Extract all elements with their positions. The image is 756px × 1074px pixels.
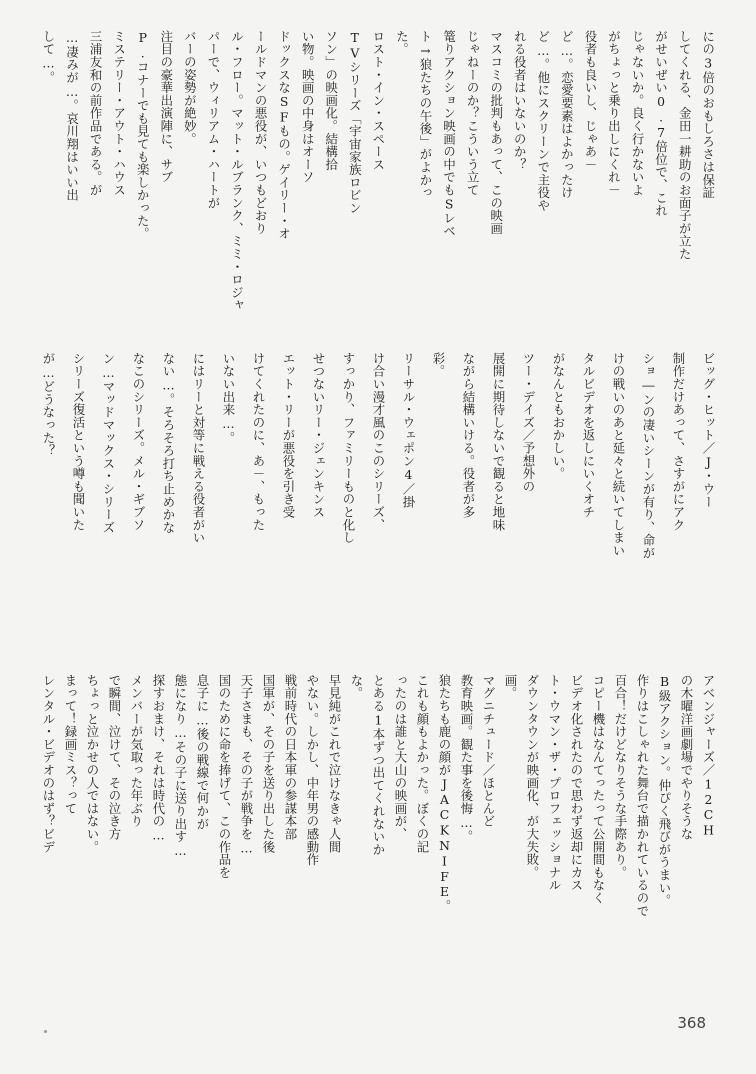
text-column: パーで、ウィリアム・ハートが <box>205 30 221 210</box>
text-column: ない…。そろそろ打ち止めかな <box>161 352 176 534</box>
text-column: ル・フロー。マット・ルブランク、ミミ・ロジャ <box>229 30 245 312</box>
text-column: がせいぜい0.7倍位で、これ <box>653 30 669 217</box>
text-column: た。 <box>394 30 410 56</box>
text-column: にの3倍のおもしろさは保証 <box>700 30 716 199</box>
text-column: 制作だけあって、さすがにアク <box>671 352 686 532</box>
text-column: ダウンタウンが映画化、が大失敗。 <box>525 674 540 879</box>
scan-speck <box>44 1030 47 1033</box>
text-column: ト→狼たちの午後」がよかっ <box>418 30 433 199</box>
text-column: 彩。 <box>431 352 446 378</box>
text-column: 戦前時代の日本軍の参謀本部 <box>283 674 298 841</box>
text-column: TVシリーズ「宇宙家族ロビン <box>347 30 363 215</box>
text-column: ビッグ・ヒット／J・ウー <box>701 352 716 509</box>
text-column: アベンジャーズ／12CH <box>701 674 716 838</box>
text-column: リーサル・ウェポン4／掛 <box>401 352 416 509</box>
text-column: ちょっと泣かせの人ではない。 <box>85 674 100 854</box>
text-column: …凄みが…。哀川翔はいい出 <box>64 30 80 202</box>
text-column: で瞬間、泣けて、その泣き方 <box>107 674 122 841</box>
text-column: ロスト・イン・スペース <box>370 30 386 171</box>
text-tier-2 <box>40 352 716 674</box>
text-tier-1 <box>40 30 716 352</box>
text-column: じゃねーのか？こういう立て <box>465 30 481 197</box>
text-column: がなんともおかしい。 <box>551 352 566 480</box>
text-column: けてくれたのに、あ－、もった <box>251 352 266 532</box>
text-column: 注目の豪華出演陣に、サブ <box>158 30 174 184</box>
text-column: 早見純がこれで泣けなきゃ人間 <box>327 674 342 854</box>
text-column: B級アクション。仲ぴく飛びがうまい。 <box>657 674 672 907</box>
text-column: ドックスなSFもの。ゲイリー・オ <box>276 30 292 240</box>
text-column: 教育映画。観た事を後悔…。 <box>459 674 474 843</box>
text-column: ったのは誰と大山の映画が、 <box>393 674 408 841</box>
text-column: これも顔もよかった。ぼくの記 <box>415 674 430 854</box>
text-column: タルビデオを返しにいくオチ <box>581 352 596 519</box>
text-column: 篭りアクション映画の中でもSレベ <box>441 30 457 238</box>
text-column: ど…。他にスクリーンで主役や <box>535 30 551 212</box>
text-column: ン…マッドマックス・シリーズ <box>101 352 116 534</box>
text-column: してくれる、金田一耕助のお面子が立た <box>677 30 693 261</box>
text-column: 息子に…後の戦線で何かが <box>195 674 210 831</box>
page-number: 368 <box>677 1014 706 1032</box>
text-column: ミステリー・アウト・ハウス <box>111 30 127 197</box>
text-column: 役者も良いし、じゃあ－ <box>582 30 598 171</box>
text-column: シリーズ復活という噂も聞いた <box>71 352 86 532</box>
text-tier-3 <box>40 674 716 996</box>
text-column: せつないリー・ジェンキンス <box>311 352 326 519</box>
text-column: 展開に期待しないで観ると地味 <box>491 352 506 532</box>
text-column: まって！録画ミス？って <box>63 674 78 815</box>
text-column: P.コナーでも見ても楽しかった。 <box>135 30 151 240</box>
text-column: ソン」の映画化。結構拾 <box>323 30 339 171</box>
text-column: 天子さまも、その子が戦争を… <box>239 674 254 856</box>
text-column: な。 <box>349 674 364 700</box>
text-column: レンタル・ビデオのはず？ビデ <box>41 674 56 854</box>
text-column: けの戦いのあと延々と続いてしまい <box>611 352 626 557</box>
text-column: ールドマンの悪役が、いつもどおり <box>253 30 269 235</box>
text-column: 国のために命を捧げて、この作品を <box>217 674 232 879</box>
text-column: すっかり、ファミリーものと化し <box>341 352 356 544</box>
text-column: なこのシリーズ。メル・ギブソ <box>131 352 146 532</box>
text-column: マグニチュード／ほとんど <box>481 674 496 828</box>
text-column: ト・ウマン・ザ・プロフェッショナル <box>547 674 562 892</box>
text-column: 探すおまけ、それは時代の… <box>151 674 166 843</box>
text-column: メンバーが気取った年ぶり <box>129 674 144 828</box>
text-column: エット・リーが悪役を引き受 <box>281 352 296 519</box>
text-column: ショ―ンの凄いシーンが有り、命が <box>641 352 656 560</box>
text-column: 作りはこしゃれた舞台で描かれているので <box>635 674 650 918</box>
text-column: とある1本ずつ出てくれないか <box>371 674 386 856</box>
text-column: して…。 <box>41 30 56 84</box>
text-column: いない出来…。 <box>221 352 236 445</box>
text-column: け合い漫才風のこのシリーズ、 <box>371 352 386 532</box>
text-column: やない。しかし、中年男の感動作 <box>305 674 320 866</box>
text-column: じゃないか。良く行かないよ <box>630 30 646 197</box>
text-column: 国軍が、その子を送り出した後 <box>261 674 276 854</box>
text-column: い物。映画の中身はオーソ <box>300 30 316 184</box>
text-column: れる役者はいないのか？ <box>512 30 528 171</box>
text-column: ツー・デイズ／予想外の <box>521 352 536 493</box>
text-column: 百合！だけどなりそうな手際あり。 <box>613 674 628 879</box>
text-column: バーの姿勢が絶妙。 <box>182 30 198 146</box>
text-column: がちょっと乗り出しにくれ－ <box>606 30 622 197</box>
text-column: 画。 <box>503 674 518 700</box>
text-column: ど…。恋愛要素はよかったけ <box>559 30 575 199</box>
text-column: ながら結構いける。役者が多 <box>461 352 476 519</box>
text-column: が…どうなった？ <box>41 352 56 457</box>
text-column: 態になり…その子に送り出す… <box>173 674 188 859</box>
text-column: の木曜洋画劇場でやりそうな <box>679 674 694 841</box>
text-column: マスコミの批判もあって、この映画 <box>488 30 504 235</box>
text-column: コピー機はなんてったって公開間もなく <box>591 674 606 905</box>
text-column: ビデオ化されたので思わず返却にカス <box>569 674 584 892</box>
text-column: 狼たちも鹿の顔がJACKNIFE。 <box>437 674 452 913</box>
text-column: にはリーと対等に戦える役者がい <box>191 352 206 544</box>
text-column: 三浦友和の前作品である。が <box>88 30 104 197</box>
